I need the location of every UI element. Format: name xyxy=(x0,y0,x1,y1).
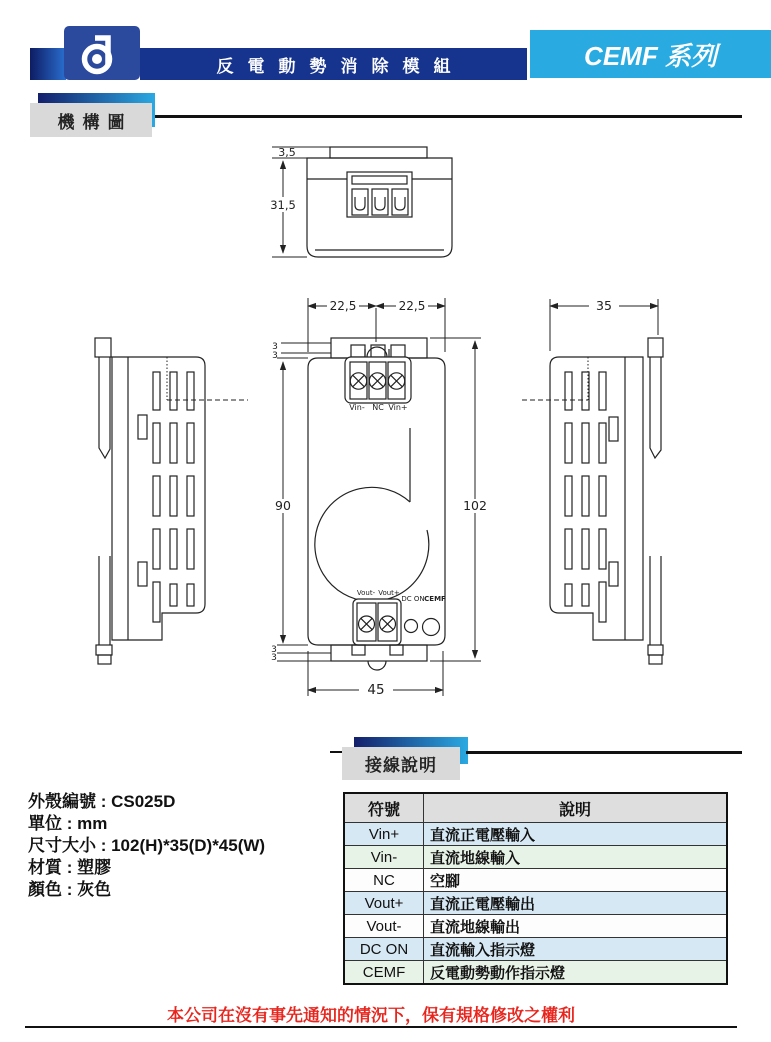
terminal-label-vout-minus: Vout- xyxy=(356,589,376,597)
desc-cell: 直流正電壓輸出 xyxy=(424,892,728,915)
terminal-label-vin-minus: Vin- xyxy=(349,403,365,412)
led-label-dc-on: DC ON xyxy=(401,595,425,603)
wiring-table xyxy=(343,792,728,985)
table-row xyxy=(344,938,727,961)
spec-list xyxy=(28,791,328,901)
desc-cell: 直流地線輸入 xyxy=(424,846,728,869)
dimension-step-bottom-2: 3 xyxy=(271,653,277,663)
section-rule-wiring xyxy=(466,751,742,754)
desc-cell: 直流正電壓輸入 xyxy=(424,823,728,846)
symbol-cell: Vout+ xyxy=(344,892,424,915)
product-title: 反電動勢消除模組 xyxy=(216,56,465,76)
section-header-wiring xyxy=(342,747,460,780)
table-header-desc: 說明 xyxy=(424,793,728,823)
symbol-cell: CEMF xyxy=(344,961,424,985)
series-badge-label: CEMF 系列 xyxy=(584,40,717,71)
table-row xyxy=(344,823,727,846)
spec-line-color: 顏色 : 灰色 xyxy=(28,880,112,899)
section-header-mechanism xyxy=(30,103,152,137)
left-side-view xyxy=(95,338,248,664)
section-title-mechanism: 機構圖 xyxy=(57,112,133,132)
terminal-label-vin-plus: Vin+ xyxy=(388,403,408,412)
spec-line-unit: 單位 : mm xyxy=(28,814,108,833)
table-row xyxy=(344,869,727,892)
desc-cell: 直流地線輸出 xyxy=(424,915,728,938)
symbol-cell: DC ON xyxy=(344,938,424,961)
spec-line-size: 尺寸大小 : 102(H)*35(D)*45(W) xyxy=(28,836,266,855)
table-row xyxy=(344,961,727,985)
led-label-cemf: CEMF xyxy=(424,595,446,603)
section-rule-mechanism xyxy=(155,115,742,118)
main-views-drawing xyxy=(85,290,700,702)
dimension-body-depth: 31,5 xyxy=(270,198,296,212)
dimension-step-bottom-1: 3 xyxy=(271,645,277,655)
table-row xyxy=(344,846,727,869)
top-view-dimensions xyxy=(266,146,330,257)
series-badge xyxy=(530,30,771,78)
output-terminal-block xyxy=(353,599,401,645)
terminal-label-nc: NC xyxy=(372,403,384,412)
symbol-cell: NC xyxy=(344,869,424,892)
table-header-symbol: 符號 xyxy=(344,793,424,823)
dimension-depth: 35 xyxy=(596,298,612,313)
footer-rule xyxy=(25,1026,737,1028)
top-view-terminal-block xyxy=(347,172,412,217)
right-side-view xyxy=(522,298,663,664)
dimension-half-width-right: 22,5 xyxy=(398,299,426,313)
desc-cell: 反電動勢動作指示燈 xyxy=(424,961,728,985)
logo-d-icon xyxy=(64,26,140,80)
spec-line-case-number: 外殼編號 : CS025D xyxy=(28,792,176,811)
brand-logo xyxy=(64,26,140,80)
dimension-step-top-2: 3 xyxy=(272,351,278,361)
section-title-wiring: 接線說明 xyxy=(365,756,437,775)
dimension-total-height: 102 xyxy=(463,498,487,513)
table-row xyxy=(344,915,727,938)
dimension-width: 45 xyxy=(367,682,385,698)
dimension-body-height: 90 xyxy=(275,498,291,513)
dimension-step-top-1: 3 xyxy=(272,342,278,352)
terminal-label-vout-plus: Vout+ xyxy=(378,589,400,597)
product-title-bar xyxy=(140,48,527,80)
symbol-cell: Vin+ xyxy=(344,823,424,846)
table-header-row xyxy=(344,793,727,823)
desc-cell: 空腳 xyxy=(424,869,728,892)
top-view-drawing xyxy=(255,138,480,268)
symbol-cell: Vout- xyxy=(344,915,424,938)
notice-text: 本公司在沒有事先通知的情況下，保有規格修改之權利 xyxy=(167,1006,575,1025)
cemf-led xyxy=(423,619,440,636)
table-row xyxy=(344,892,727,915)
desc-cell: 直流輸入指示燈 xyxy=(424,938,728,961)
input-terminal-block xyxy=(345,357,411,403)
dc-on-led xyxy=(405,620,418,633)
spec-line-material: 材質 : 塑膠 xyxy=(28,858,112,877)
front-view xyxy=(271,298,492,698)
dimension-half-width-left: 22,5 xyxy=(329,299,357,313)
symbol-cell: Vin- xyxy=(344,846,424,869)
dimension-tab-depth: 3,5 xyxy=(278,146,296,159)
brand-gradient-bar xyxy=(30,48,66,80)
section-rule-wiring-left xyxy=(330,751,342,753)
